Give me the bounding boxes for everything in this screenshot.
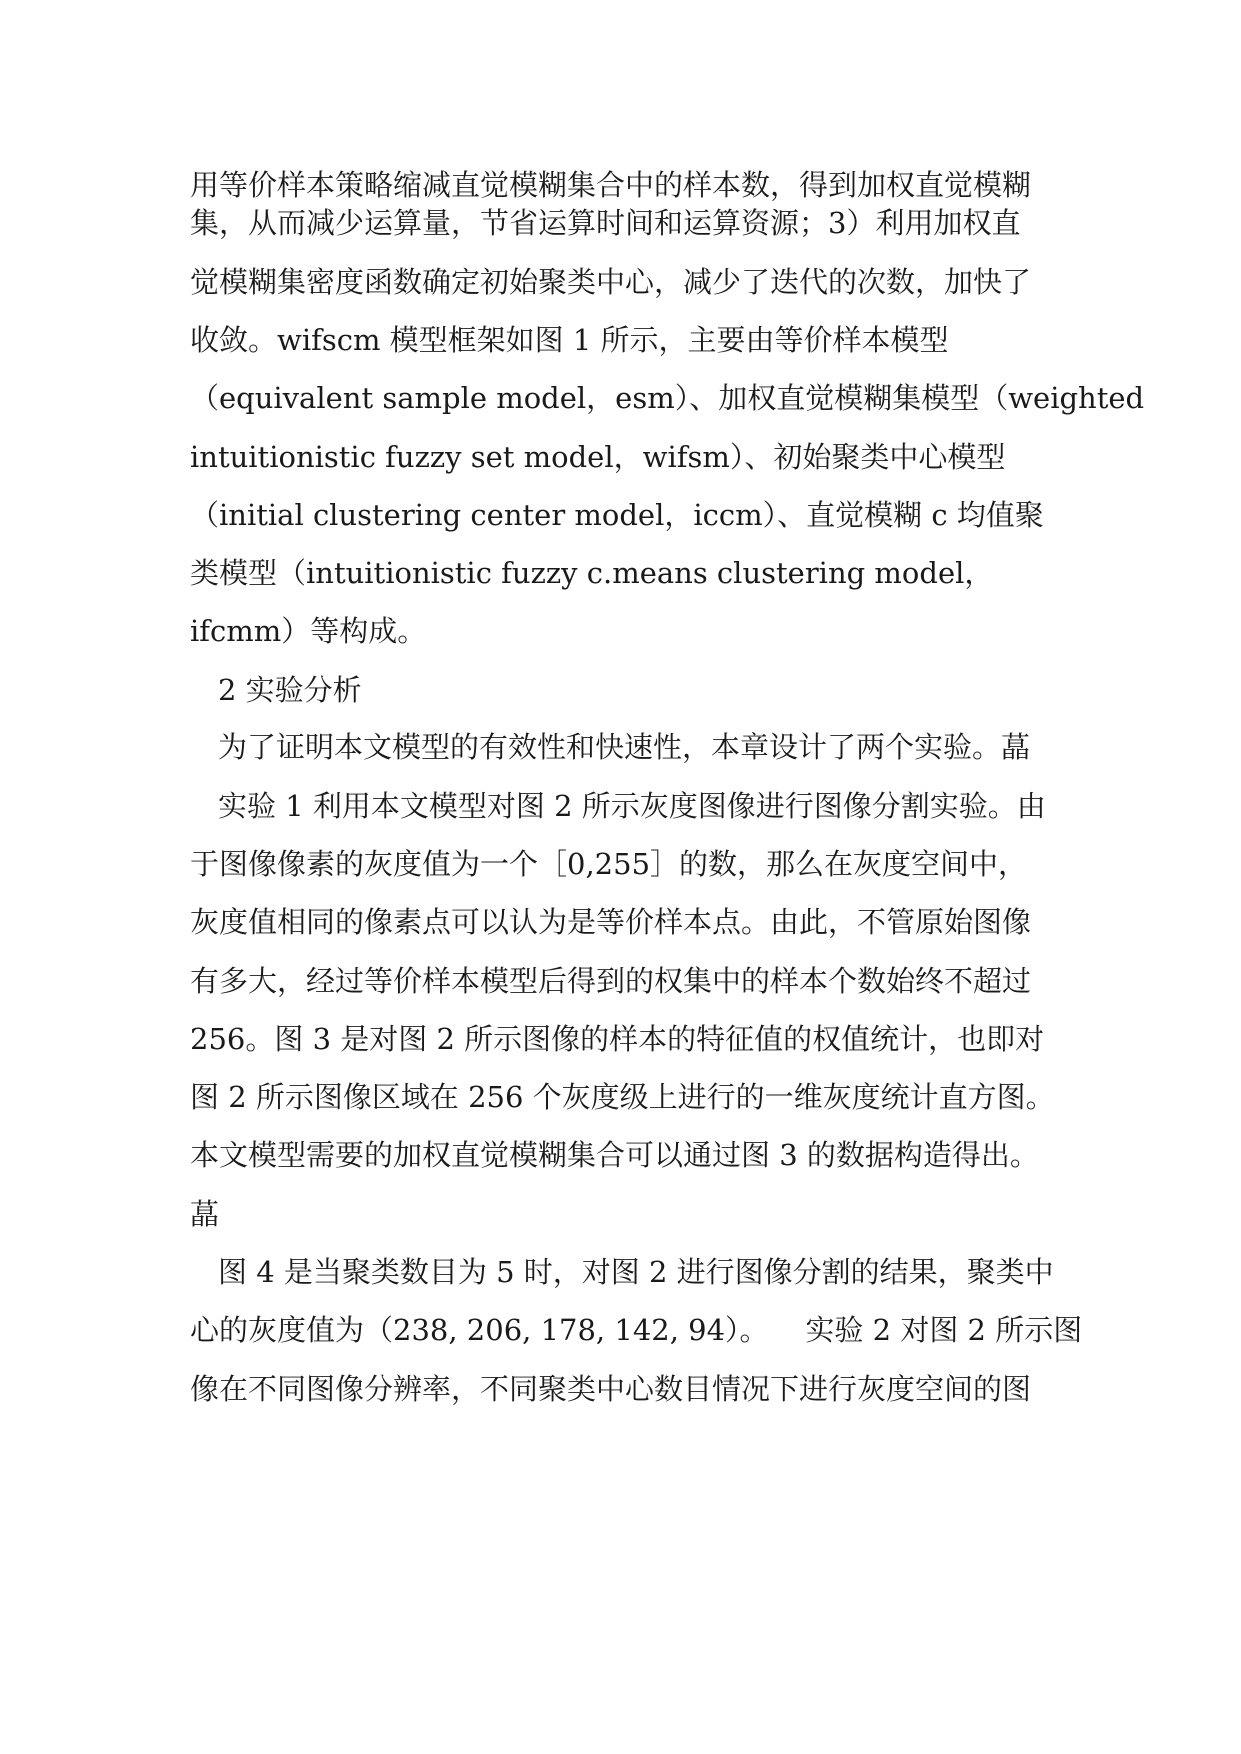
paragraph-line: 蕌 (190, 1197, 220, 1231)
section-heading: 2 实验分析 (218, 673, 362, 707)
paragraph-line: 收敛。wifscm 模型框架如图 1 所示，主要由等价样本模型 (190, 323, 949, 357)
paragraph-line: （equivalent sample model，esm）、加权直觉模糊集模型（weighted (190, 381, 1145, 415)
paragraph-line: 图 2 所示图像区域在 256 个灰度级上进行的一维灰度统计直方图。 (190, 1080, 1055, 1114)
paragraph-line: 集，从而减少运算量，节省运算时间和运算资源；3）利用加权直 (190, 206, 1021, 240)
paragraph-line: 为了证明本文模型的有效性和快速性，本章设计了两个实验。蕌 (218, 730, 1031, 764)
paragraph-line: 灰度值相同的像素点可以认为是等价样本点。由此，不管原始图像 (190, 905, 1032, 939)
paragraph-line: 于图像像素的灰度值为一个［0,255］的数，那么在灰度空间中， (190, 847, 1028, 881)
paragraph-line: 图 4 是当聚类数目为 5 时，对图 2 进行图像分割的结果，聚类中 (218, 1255, 1054, 1289)
paragraph-line: 实验 1 利用本文模型对图 2 所示灰度图像进行图像分割实验。由 (218, 789, 1046, 823)
paragraph-line: 像在不同图像分辨率，不同聚类中心数目情况下进行灰度空间的图 (190, 1372, 1032, 1406)
paragraph-line: 256。图 3 是对图 2 所示图像的样本的特征值的权值统计，也即对 (190, 1022, 1045, 1056)
paragraph-line: intuitionistic fuzzy set model，wifsm）、初始聚类中心模型 (190, 440, 1006, 474)
paragraph-line: （initial clustering center model，iccm）、直觉模糊 c 均值聚 (190, 498, 1044, 532)
paragraph-line: 有多大，经过等价样本模型后得到的权集中的样本个数始终不超过 (190, 964, 1032, 998)
paragraph-line: 本文模型需要的加权直觉模糊集合可以通过图 3 的数据构造得出。 (190, 1138, 1039, 1172)
paragraph-line: ifcmm）等构成。 (190, 614, 427, 648)
paragraph-line: 心的灰度值为（238, 206, 178, 142, 94）。 实验 2 对图 2 所示图 (190, 1313, 1083, 1347)
paragraph-line: 觉模糊集密度函数确定初始聚类中心，减少了迭代的次数，加快了 (190, 265, 1032, 299)
paragraph-line: 用等价样本策略缩减直觉模糊集合中的样本数，得到加权直觉模糊 (190, 168, 1032, 202)
paragraph-line: 类模型（intuitionistic fuzzy c.means clustering model， (190, 556, 994, 590)
